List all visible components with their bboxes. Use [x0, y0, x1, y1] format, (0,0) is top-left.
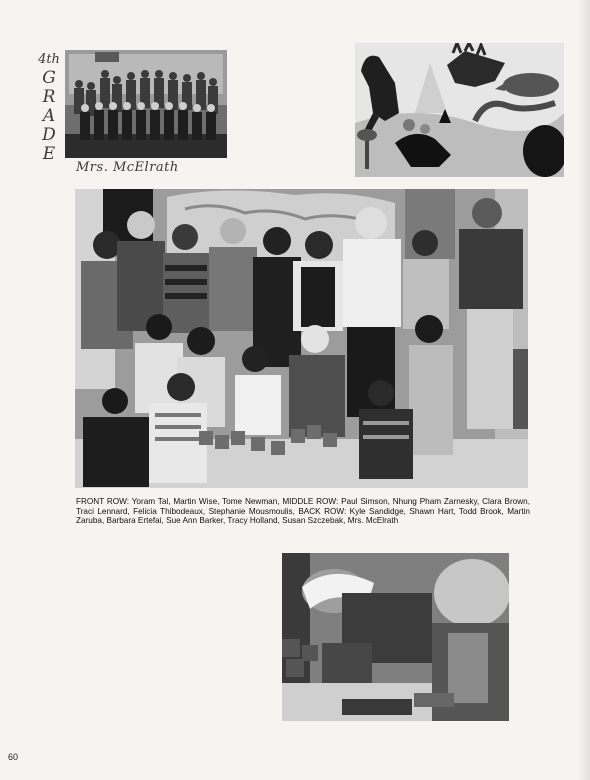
grade-heading [38, 50, 60, 164]
class-group-photo [75, 189, 528, 488]
grade-letter-a: A [42, 106, 56, 126]
teacher-signature: Mrs. McElrath [76, 160, 179, 175]
grade-ordinal: 4th [38, 52, 60, 67]
photo-caption: FRONT ROW: Yoram Tal, Martin Wise, Tome Newman, MIDDLE ROW: Paul Simson, Nhung Pham Zarnesky, Clara Brown, Traci Lennard, Felicia Thibodeaux, Stephanie Mousmoulis, BACK ROW: Kyle Sandidge, Shawn Hart, Todd Brook, Martin Zaruba, Barbara Ertefai, Sue Ann Barker, Tracy Holland, Susan Szczebak, Mrs. McElrath [76, 497, 530, 526]
class-group-photo-image [75, 189, 528, 488]
grade-letter-g: G [42, 68, 56, 88]
dinosaur-photo-image [355, 43, 564, 177]
classroom-photo-image [65, 50, 227, 158]
classroom-photo-small [65, 50, 227, 158]
page-number: 60 [8, 752, 19, 762]
dinosaur-photo [355, 43, 564, 177]
students-working-photo-image [282, 553, 509, 721]
grade-letter-e: E [42, 144, 56, 164]
grade-letter-d: D [42, 125, 56, 145]
page-edge-shadow [578, 0, 590, 780]
students-working-photo [282, 553, 509, 721]
grade-letter-r: R [42, 87, 56, 107]
